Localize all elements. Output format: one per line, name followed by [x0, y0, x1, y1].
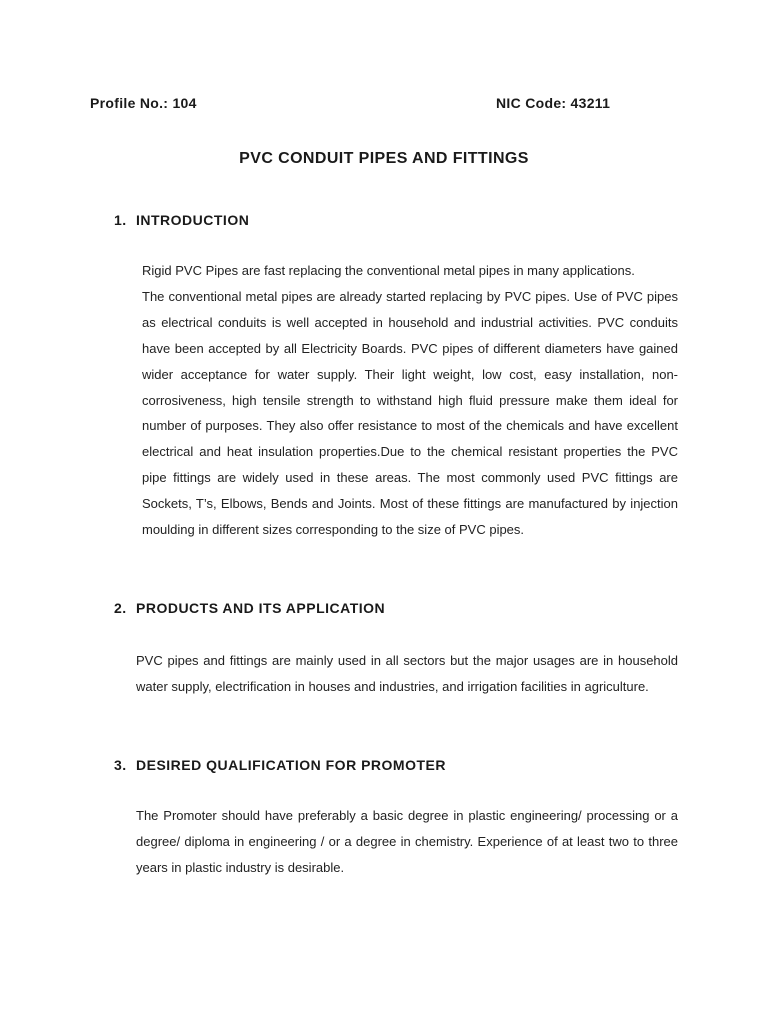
profile-number: Profile No.: 104	[90, 95, 197, 111]
section-heading-introduction	[114, 212, 249, 228]
page-title: PVC CONDUIT PIPES AND FITTINGS	[239, 150, 529, 167]
section-number: 1.	[114, 212, 127, 228]
introduction-body: The conventional metal pipes are already started replacing by PVC pipes. Use of PVC pipes as electrical conduits is well accepted in household and industrial activities. PVC conduits have been accepted by all Electricity Boards. PVC pipes of different diameters have gained wider acceptance for water supply. Their light weight, low cost, easy installation, non-corrosiveness, high tensile strength to withstand high fluid pressure make them ideal for number of purposes. They also offer resistance to most of the chemicals and have excellent electrical and heat insulation properties.Due to the chemical resistant properties the PVC pipe fittings are widely used in these areas. The most commonly used PVC fittings are Sockets, T’s, Elbows, Bends and Joints. Most of these fittings are manufactured by injection moulding in different sizes corresponding to the size of PVC pipes.	[142, 288, 678, 538]
introduction-first-line: Rigid PVC Pipes are fast replacing the conventional metal pipes in many applications.	[142, 263, 635, 278]
section-title: INTRODUCTION	[136, 212, 250, 228]
section-heading-products	[114, 600, 385, 616]
qualification-paragraph: The Promoter should have preferably a basic degree in plastic engineering/ processing or a degree/ diploma in engineering / or a degree in chemistry. Experience of at least two to three years in plastic industry is desirable.	[136, 808, 678, 875]
products-paragraph: PVC pipes and fittings are mainly used in all sectors but the major usages are in household water supply, electrification in houses and industries, and irrigation facilities in agriculture.	[136, 653, 678, 694]
introduction-paragraph	[142, 258, 678, 543]
section-heading-qualification	[114, 757, 446, 773]
section-number: 3.	[114, 757, 127, 773]
section-number: 2.	[114, 600, 127, 616]
section-title: PRODUCTS AND ITS APPLICATION	[136, 600, 386, 616]
section-title: DESIRED QUALIFICATION FOR PROMOTER	[136, 757, 446, 773]
nic-code: NIC Code: 43211	[496, 95, 611, 111]
